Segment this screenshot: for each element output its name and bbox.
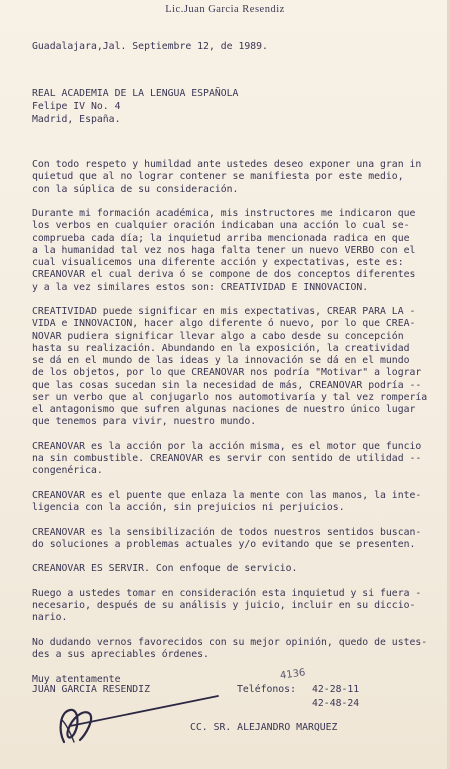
body-line: Durante mi formación académica, mis instructores me indicaron que xyxy=(32,208,416,219)
body-line: a la humanidad tal vez nos haga falta tener un nuevo VERBO con el xyxy=(32,244,416,256)
body-line: CREANOVAR el cual deriva ó se compone de dos conceptos diferentes xyxy=(32,269,416,281)
body-line: VIDA e INNOVACION, hacer algo diferente ó nuevo, por lo que CREA- xyxy=(32,318,416,330)
body-line: Ruego a ustedes tomar en consideración esta inquietud y si fuera - xyxy=(32,587,422,599)
recipient-line: Felipe IV No. 4 xyxy=(32,101,121,112)
letterhead: Lic.Juan Garcia Resendiz xyxy=(165,4,285,15)
body-line: de los objetos, por lo que CREANOVAR nos podría "Motivar" a lograr xyxy=(32,367,422,379)
body-line: Muy atentamente xyxy=(32,673,121,685)
body-line: los verbos en cualquier oración indicaban una acción lo cual se- xyxy=(32,220,410,232)
body-line: CREANOVAR es la sensibilización de todos nuestros sentidos buscan- xyxy=(32,526,422,538)
place-date: Guadalajara,Jal. Septiembre 12, de 1989. xyxy=(32,41,268,52)
body-line: el antagonismo que sufren algunas naciones de nuestro único lugar xyxy=(32,404,416,415)
stamp-number: 4136 xyxy=(279,667,307,682)
body-line: quietud que al no lograr contener se manifiesta por este medio, xyxy=(32,171,404,183)
telefono-2: 42-48-24 xyxy=(312,698,360,709)
body-line: CREATIVIDAD puede significar en mis expectativas, CREAR PARA LA - xyxy=(32,306,416,317)
body-line: que tenemos para vivir, nuestro mundo. xyxy=(32,416,257,428)
body-line: NOVAR pudiera significar llevar algo a cabo desde su concepción xyxy=(32,330,404,342)
recipient-line: REAL ACADEMIA DE LA LENGUA ESPAÑOLA xyxy=(32,88,239,99)
body-line: cual visualicemos una diferente acción y expectativas, este es: xyxy=(32,257,404,268)
telefono-1: 42-28-11 xyxy=(312,684,360,695)
body-line: con la súplica de su consideración. xyxy=(32,183,239,195)
body-line: CREANOVAR es el puente que enlaza la mente con las manos, la inte- xyxy=(32,489,422,501)
body-line: comprueba cada día; la inquietud arriba mencionada radica en que xyxy=(32,232,410,244)
body-line: na sin combustible. CREANOVAR es servir con sentido de utilidad -- xyxy=(32,453,422,464)
sender-name: JUAN GARCIA RESENDIZ xyxy=(32,684,150,695)
body-line: se dá en el mundo de las ideas y la innovación se dá en el mundo xyxy=(32,355,410,366)
body-line: que las cosas sucedan sin la necesidad de más, CREANOVAR podría -- xyxy=(32,379,422,391)
body-line: y a la vez similares estos son: CREATIVIDAD E INNOVACION. xyxy=(32,281,369,293)
body-line: des a sus apreciables órdenes. xyxy=(32,649,209,660)
body-line: nario. xyxy=(32,612,68,624)
signature-image xyxy=(40,690,230,748)
body-line: Con todo respeto y humildad ante ustedes deseo exponer una gran in xyxy=(32,159,422,170)
body-line: CREANOVAR ES SERVIR. Con enfoque de servicio. xyxy=(32,563,298,575)
cc-line: CC. SR. ALEJANDRO MARQUEZ xyxy=(190,722,338,733)
body-line: No dudando vernos favorecidos con su mejor opinión, quedo de ustes- xyxy=(32,636,428,648)
telefonos-label: Teléfonos: xyxy=(237,684,296,695)
body-line: hasta su realización. Abundando en la exposición, la creatividad xyxy=(32,342,410,354)
body-line: congenérica. xyxy=(32,465,103,477)
recipient-line: Madrid, España. xyxy=(32,114,121,125)
body-line: ligencia con la acción, sin prejuicios ni perjuicios. xyxy=(32,502,345,513)
body-line: CREANOVAR es la acción por la acción misma, es el motor que funcio xyxy=(32,440,422,452)
body-line: necesario, después de su análisis y juicio, incluir en su diccio- xyxy=(32,600,416,611)
body-line: ser un verbo que al conjugarlo nos automotivaría y tal vez rompería xyxy=(32,391,428,403)
body-line: do soluciones a problemas actuales y/o evitando que se presenten. xyxy=(32,538,416,550)
